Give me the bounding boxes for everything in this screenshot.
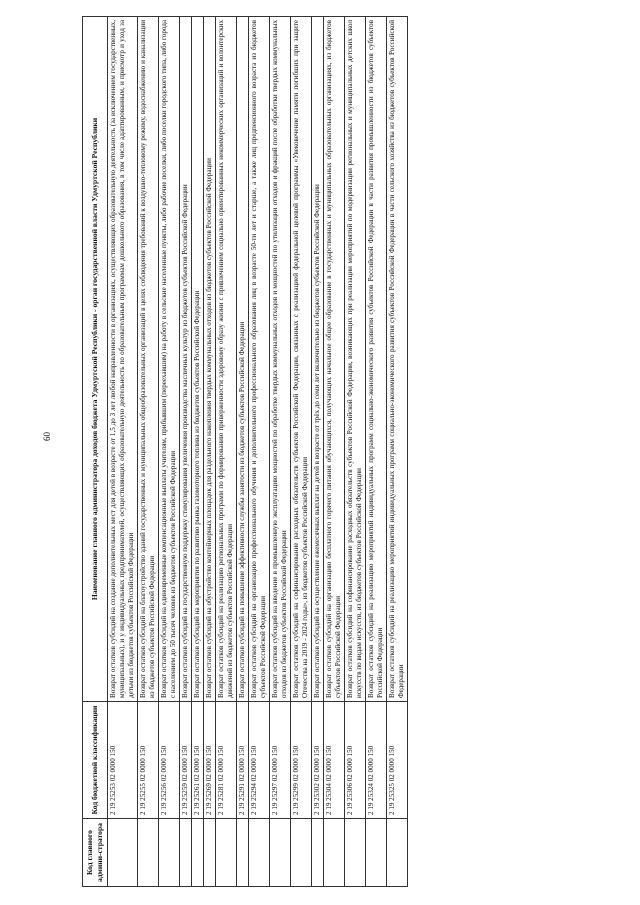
table-row <box>291 17 312 887</box>
description-cell: Возврат остатков субсидий на введение в промышленную эксплуатацию мощностей по обработке твердых коммунальных отходов и мощностей по утилизации отходов и фракций после обработки твердых коммунальных отходов из бюджетов субъектов Российской Федерации <box>270 17 291 702</box>
admin-code-cell <box>270 819 291 887</box>
budget-code-cell: 2 19 25302 02 0000 150 <box>312 702 324 819</box>
admin-code-cell <box>138 819 159 887</box>
budget-code-cell: 2 19 25256 02 0000 150 <box>159 702 180 819</box>
admin-code-cell <box>192 819 204 887</box>
admin-code-cell <box>366 819 387 887</box>
budget-code-cell: 2 19 25255 02 0000 150 <box>138 702 159 819</box>
admin-code-cell <box>312 819 324 887</box>
rotated-page-content <box>82 17 408 887</box>
admin-code-cell <box>387 819 408 887</box>
table-row <box>237 17 249 887</box>
table-row <box>249 17 270 887</box>
admin-code-cell <box>324 819 345 887</box>
admin-code-cell <box>345 819 366 887</box>
budget-code-cell: 2 19 25324 02 0000 150 <box>366 702 387 819</box>
description-cell: Возврат остатков субсидий на единовременные компенсационные выплаты учителям, прибывшим (переехавшим) на работу в сельские населенные пункты, либо рабочие поселки, либо поселки городского типа, либо города с населением до 50 тысяч человек из бюджетов субъектов Российской Федерации <box>159 17 180 702</box>
table-row <box>312 17 324 887</box>
budget-code-cell: 2 19 25253 02 0000 150 <box>108 702 138 819</box>
description-cell: Возврат остатков субсидий на повышение эффективности службы занятости из бюджетов субъектов Российской Федерации <box>237 17 249 702</box>
description-cell: Возврат остатков субсидий на организацию бесплатного горячего питания обучающихся, получающих начальное общее образование в государственных и муниципальных образовательных организациях, из бюджетов субъектов Российской Федерации <box>324 17 345 702</box>
header-admin-code: Код главного админи-стратора <box>83 819 108 887</box>
page-number: 60 <box>42 432 52 441</box>
budget-code-cell: 2 19 25259 02 0000 150 <box>180 702 192 819</box>
table-row <box>180 17 192 887</box>
budget-code-cell: 2 19 25291 02 0000 150 <box>237 702 249 819</box>
table-row <box>138 17 159 887</box>
budget-code-cell: 2 19 25325 02 0000 150 <box>387 702 408 819</box>
admin-code-cell <box>204 819 216 887</box>
description-cell: Возврат остатков субсидий на организацию профессионального обучения и дополнительного профессионального образования лиц в возрасте 50-ти лет и старше, а также лиц предпенсионного возраста из бюджетов субъектов Российской Федерации <box>249 17 270 702</box>
description-cell: Возврат остатков субсидий на обустройство контейнерных площадок для раздельного накопления твердых коммунальных отходов из бюджетов субъектов Российской Федерации <box>204 17 216 702</box>
budget-code-cell: 2 19 25294 02 0000 150 <box>249 702 270 819</box>
table-row <box>345 17 366 887</box>
admin-code-cell <box>159 819 180 887</box>
budget-code-cell: 2 19 25297 02 0000 150 <box>270 702 291 819</box>
table-header-row <box>83 17 108 887</box>
budget-code-cell: 2 19 25261 02 0000 150 <box>192 702 204 819</box>
admin-code-cell <box>237 819 249 887</box>
table-row <box>270 17 291 887</box>
description-cell: Возврат остатков субсидий на благоустройство зданий государственных и муниципальных общеобразовательных организаций в целях соблюдения требований к воздушно-тепловому режиму, водоснабжению и канализации из бюджетов субъектов Российской Федерации <box>138 17 159 702</box>
table-row <box>204 17 216 887</box>
admin-code-cell <box>108 819 138 887</box>
description-cell: Возврат остатков субсидий на реализацию мероприятий индивидуальных программ социально-экономического развития субъектов Российской Федерации в части сельского хозяйства из бюджетов субъектов Российской Федерации <box>387 17 408 702</box>
budget-code-cell: 2 19 25281 02 0000 150 <box>216 702 237 819</box>
description-cell: Возврат остатков субсидий на осуществление ежемесячных выплат на детей в возрасте от трёх до семи лет включительно из бюджетов субъектов Российской Федерации <box>312 17 324 702</box>
budget-code-cell: 2 19 25299 02 0000 150 <box>291 702 312 819</box>
admin-code-cell <box>180 819 192 887</box>
description-cell: Возврат остатков субсидий на государственную поддержку стимулирования увеличения производства масличных культур из бюджетов субъектов Российской Федерации <box>180 17 192 702</box>
table-row <box>159 17 180 887</box>
description-cell: Возврат остатков субсидий на софинансирование расходных обязательств субъектов Российской Федерации, связанных с реализацией федеральной целевой программы «Увековечение памяти погибших при защите Отечества на 2019 - 2024 годы», из бюджетов субъектов Российской Федерации <box>291 17 312 702</box>
header-budget-code: Код бюджетной классификации <box>83 702 108 819</box>
revenue-codes-table <box>82 16 408 887</box>
description-cell: Возврат остатков субсидий на софинансирование расходных обязательств субъектов Российской Федерации, возникающих при реализации мероприятий по модернизации региональных и муниципальных детских школ искусств по видам искусств, из бюджетов субъектов Российской Федерации <box>345 17 366 702</box>
admin-code-cell <box>291 819 312 887</box>
admin-code-cell <box>249 819 270 887</box>
header-admin-name: Наименование главного администратора доходов бюджета Удмуртской Республики - орган государственной власти Удмуртской Республики <box>83 17 108 702</box>
budget-code-cell: 2 19 25304 02 0000 150 <box>324 702 345 819</box>
table-row <box>387 17 408 887</box>
table-row <box>366 17 387 887</box>
description-cell: Возврат остатков субсидий на реализацию мероприятий индивидуальных программ социально-экономического развития субъектов Российской Федерации в части развития промышленности из бюджетов субъектов Российской Федерации <box>366 17 387 702</box>
table-row <box>324 17 345 887</box>
table-row <box>192 17 204 887</box>
description-cell: Возврат остатков субсидий на создание дополнительных мест для детей в возрасте от 1,5 до 3 лет любой направленности в организациях, осуществляющих образовательную деятельность (за исключением государственных, муниципальных), и у индивидуальных предпринимателей, осуществляющих образовательную деятельность по образовательным программам дошкольного образования, в том числе адаптированным, и присмотр и уход за детьми из бюджетов субъектов Российской Федерации <box>108 17 138 702</box>
budget-code-cell: 2 19 25306 02 0000 150 <box>345 702 366 819</box>
table-row <box>108 17 138 887</box>
budget-code-cell: 2 19 25269 02 0000 150 <box>204 702 216 819</box>
admin-code-cell <box>216 819 237 887</box>
table-row <box>216 17 237 887</box>
description-cell: Возврат остатков субсидий на реализацию региональных программ по формированию приверженности здоровому образу жизни с привлечением социально ориентированных некоммерческих организаций и волонтерских движений из бюджетов субъектов Российской Федерации <box>216 17 237 702</box>
description-cell: Возврат остатков субсидий на мероприятия по развитию рынка газомоторного топлива из бюджетов субъектов Российской Федерации <box>192 17 204 702</box>
